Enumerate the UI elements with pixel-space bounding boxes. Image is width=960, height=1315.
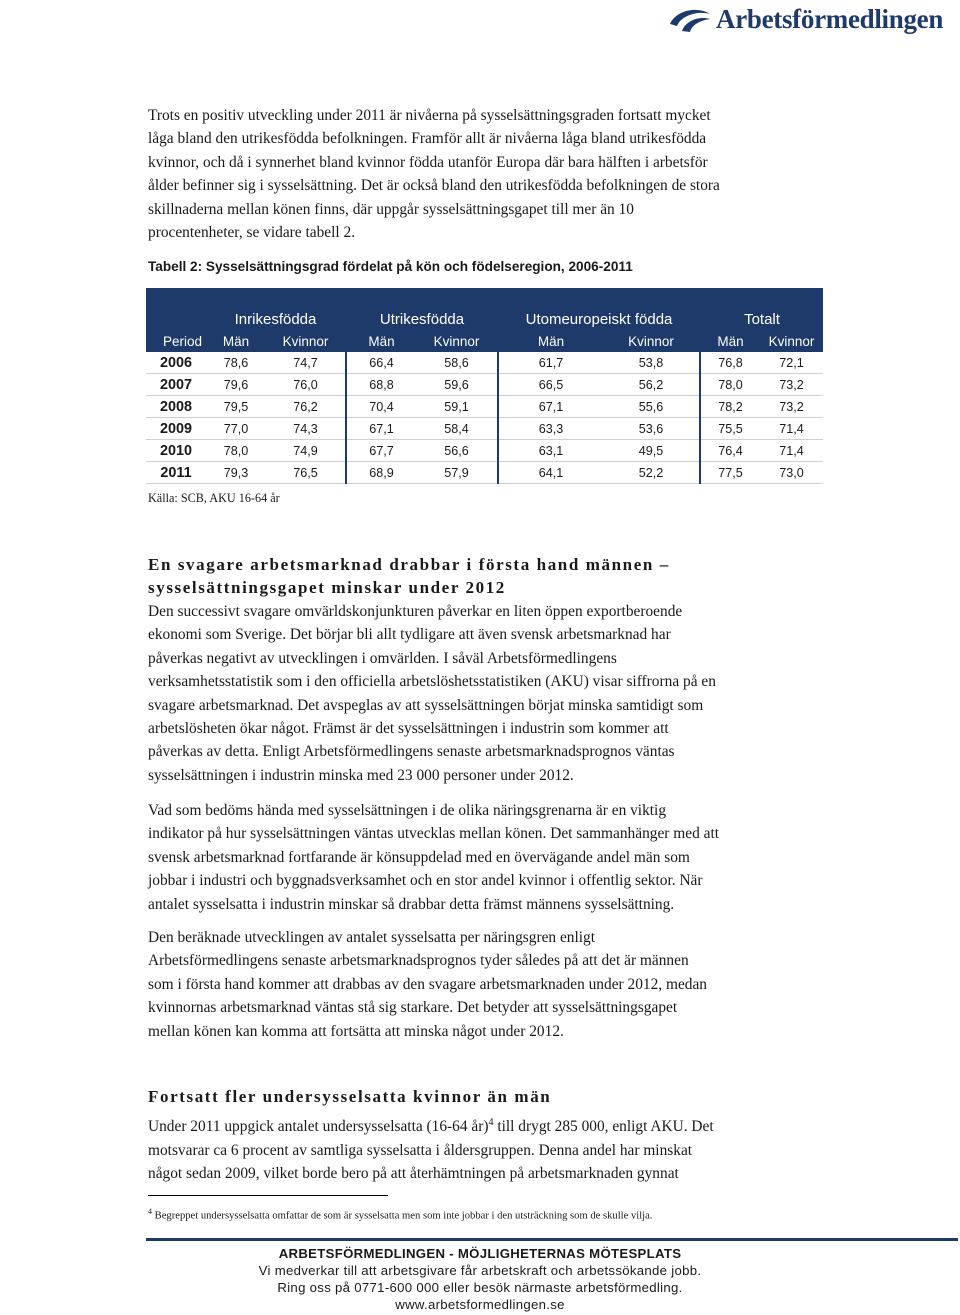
text-line: verksamhetsstatistik som i den officiella arbetslöshetsstatistiken (AKU) visar siffrorna på en — [148, 673, 716, 691]
footnote-number: 4 — [148, 1207, 152, 1216]
table-cell: 77,0 — [206, 418, 266, 440]
table-cell: 53,6 — [603, 418, 700, 440]
text-line: jobbar i industri och byggnadsverksamhet och en stor andel kvinnor i offentlig sektor. När — [148, 872, 703, 890]
text-line: skillnaderna mellan könen finns, där uppgår sysselsättningsgapet till mer än 10 — [148, 200, 634, 218]
period-cell: 2008 — [146, 396, 206, 418]
table-cell: 59,1 — [416, 396, 498, 418]
table-cell: 76,4 — [700, 440, 760, 462]
table-cell: 77,5 — [700, 462, 760, 484]
text-line: kvinnor, och då i synnerhet bland kvinnor födda utanför Europa där bara hälften i arbetsför — [148, 153, 708, 171]
column-header: Kvinnor — [266, 330, 346, 352]
table-cell: 56,6 — [416, 440, 498, 462]
text-line: Vad som bedöms hända med sysselsättningen i de olika näringsgrenarna är en viktig — [148, 802, 667, 819]
table-caption: Tabell 2: Sysselsättningsgrad fördelat på kön och födelseregion, 2006-2011 — [148, 259, 633, 274]
table-cell: 68,9 — [346, 462, 416, 484]
column-header: Kvinnor — [760, 330, 823, 352]
table-cell: 72,1 — [760, 352, 823, 374]
text-line: Arbetsförmedlingens senaste arbetsmarknadsprognos tyder således på att det är männen — [148, 952, 689, 970]
column-header: Kvinnor — [416, 330, 498, 352]
footnote-reference[interactable]: 4 — [488, 1117, 494, 1128]
table-cell: 73,2 — [760, 396, 823, 418]
table-cell: 68,8 — [346, 374, 416, 396]
text-line: antalet sysselsatta i industrin minskar så drabbar detta främst männens sysselsättning. — [148, 895, 675, 913]
employment-rate-table — [146, 288, 823, 484]
table-cell: 53,8 — [603, 352, 700, 374]
column-header: Män — [498, 330, 603, 352]
text-line: något sedan 2009, vilket borde bero på att återhämtningen på arbetsmarknaden gynnat — [148, 1164, 679, 1182]
column-header: Män — [346, 330, 416, 352]
table-cell: 56,2 — [603, 374, 700, 396]
table-cell: 76,2 — [266, 396, 346, 418]
table-cell: 49,5 — [603, 440, 700, 462]
table-cell: 67,1 — [346, 418, 416, 440]
body-paragraph — [148, 1111, 918, 1185]
text-line: påverkas negativt av utvecklingen i omvärlden. I såväl Arbetsförmedlingens — [148, 649, 617, 667]
group-header: Utomeuropeiskt födda — [498, 288, 700, 330]
table-cell: 78,0 — [206, 440, 266, 462]
heading-line: En svagare arbetsmarknad drabbar i första hand männen – — [148, 555, 670, 574]
column-header: Män — [700, 330, 760, 352]
body-paragraph — [148, 600, 918, 787]
text-line: mellan könen kan komma att fortsätta att minska något under 2012. — [148, 1022, 564, 1040]
period-cell: 2009 — [146, 418, 206, 440]
text-line: kvinnornas arbetsmarknad väntas stå sig starkare. Det betyder att sysselsättningsgapet — [148, 999, 678, 1017]
text-fragment: till drygt 285 000, enligt AKU. Det — [493, 1118, 714, 1136]
table-cell: 78,0 — [700, 374, 760, 396]
table-cell: 66,4 — [346, 352, 416, 374]
table-cell: 61,7 — [498, 352, 603, 374]
table-cell: 67,1 — [498, 396, 603, 418]
column-header: Män — [206, 330, 266, 352]
table-cell: 78,2 — [700, 396, 760, 418]
text-line: svensk arbetsmarknad fortfarande är könsuppdelad med en övervägande andel män som — [148, 848, 690, 866]
period-cell: 2006 — [146, 352, 206, 374]
footer-line: Vi medverkar till att arbetsgivare får arbetskraft och arbetssökande jobb. — [258, 1263, 702, 1278]
table-cell: 58,6 — [416, 352, 498, 374]
text-line: ekonomi som Sverige. Det börjar bli allt tydligare att även svensk arbetsmarknad har — [148, 626, 671, 644]
footer-website-link[interactable]: www.arbetsformedlingen.se — [395, 1297, 565, 1312]
text-fragment: Under 2011 uppgick antalet undersysselsatta (16-64 år) — [148, 1118, 489, 1136]
text-line: Trots en positiv utveckling under 2011 är nivåerna på sysselsättningsgraden fortsatt mycket — [148, 107, 711, 124]
table-cell: 79,3 — [206, 462, 266, 484]
table-cell: 63,1 — [498, 440, 603, 462]
table-cell: 70,4 — [346, 396, 416, 418]
table-cell: 73,0 — [760, 462, 823, 484]
text-line: Den beräknade utvecklingen av antalet sysselsatta per näringsgren enligt — [148, 929, 596, 946]
table-cell: 76,5 — [266, 462, 346, 484]
group-header: Utrikesfödda — [346, 288, 498, 330]
table-cell: 52,2 — [603, 462, 700, 484]
footer-divider — [146, 1238, 958, 1241]
brand-logo — [668, 2, 948, 36]
text-line: procentenheter, se vidare tabell 2. — [148, 224, 356, 242]
footer-line: Ring oss på 0771-600 000 eller besök närmaste arbetsförmedling. — [277, 1280, 683, 1295]
text-line: svagare arbetsmarknad. Det avspeglas av att sysselsättningen börjat minska samtidigt som — [148, 696, 704, 714]
intro-paragraph — [148, 104, 918, 244]
table-corner — [146, 288, 206, 330]
table-cell: 74,7 — [266, 352, 346, 374]
logo-text: Arbetsförmedlingen — [716, 3, 944, 34]
table-cell: 59,6 — [416, 374, 498, 396]
table-cell: 75,5 — [700, 418, 760, 440]
footer-title: ARBETSFÖRMEDLINGEN - MÖJLIGHETERNAS MÖTESPLATS — [278, 1246, 682, 1261]
table-cell: 76,8 — [700, 352, 760, 374]
table-cell: 57,9 — [416, 462, 498, 484]
table-cell: 66,5 — [498, 374, 603, 396]
table-cell: 79,5 — [206, 396, 266, 418]
table-cell: 74,9 — [266, 440, 346, 462]
table-row — [146, 396, 823, 418]
footnote — [148, 1207, 652, 1222]
table-row — [146, 440, 823, 462]
table-cell: 71,4 — [760, 440, 823, 462]
column-header: Kvinnor — [603, 330, 700, 352]
period-header: Period — [146, 330, 206, 352]
text-line: arbetslösheten ökar något. Främst är det sysselsättningen i industrin som kommer att — [148, 720, 669, 738]
section-heading: Fortsatt fler undersysselsatta kvinnor än män — [148, 1087, 552, 1106]
body-paragraph — [148, 926, 918, 1043]
table-cell: 79,6 — [206, 374, 266, 396]
table-row — [146, 418, 823, 440]
table-source: Källa: SCB, AKU 16-64 år — [148, 491, 280, 505]
text-line: motsvarar ca 6 procent av samtliga sysselsatta i åldersgruppen. Denna andel har minskat — [148, 1141, 693, 1159]
text-line: indikator på hur sysselsättningen väntas utvecklas mellan könen. Det sammanhänger med att — [148, 825, 720, 843]
footnote-divider — [148, 1195, 388, 1196]
table-cell: 74,3 — [266, 418, 346, 440]
table-cell: 55,6 — [603, 396, 700, 418]
text-line: påverkas av detta. Enligt Arbetsförmedlingens senaste arbetsmarknadsprognos väntas — [148, 743, 675, 761]
table-row — [146, 374, 823, 396]
period-cell: 2007 — [146, 374, 206, 396]
table-cell: 76,0 — [266, 374, 346, 396]
heading-line: sysselsättningsgapet minskar under 2012 — [148, 578, 506, 597]
text-line: ålder befinner sig i sysselsättning. Det är också bland den utrikesfödda befolkningen de stora — [148, 177, 720, 195]
text-line: låga bland den utrikesfödda befolkningen. Framför allt är nivåerna låga bland utrikesfödda — [148, 130, 707, 148]
group-header: Inrikesfödda — [206, 288, 346, 330]
table-cell: 63,3 — [498, 418, 603, 440]
table-row — [146, 352, 823, 374]
arbetsformedlingen-logo-icon — [668, 4, 712, 34]
table-cell: 58,4 — [416, 418, 498, 440]
table-row — [146, 462, 823, 484]
period-cell: 2011 — [146, 462, 206, 484]
period-cell: 2010 — [146, 440, 206, 462]
table-cell: 78,6 — [206, 352, 266, 374]
table-cell: 71,4 — [760, 418, 823, 440]
body-paragraph — [148, 799, 918, 916]
text-line: sysselsättningen i industrin minska med 23 000 personer under 2012. — [148, 766, 574, 784]
text-line: Den successivt svagare omvärldskonjunkturen påverkar en liten öppen exportberoende — [148, 603, 683, 620]
table-cell: 64,1 — [498, 462, 603, 484]
text-line: som i första hand kommer att drabbas av den svagare arbetsmarknaden under 2012, medan — [148, 975, 708, 993]
footnote-text: Begreppet undersysselsatta omfattar de som är sysselsatta men som inte jobbar i den utsträckning som de skulle vilja. — [152, 1210, 653, 1222]
table-cell: 73,2 — [760, 374, 823, 396]
section-heading — [148, 553, 670, 599]
table-cell: 67,7 — [346, 440, 416, 462]
group-header: Totalt — [700, 288, 823, 330]
